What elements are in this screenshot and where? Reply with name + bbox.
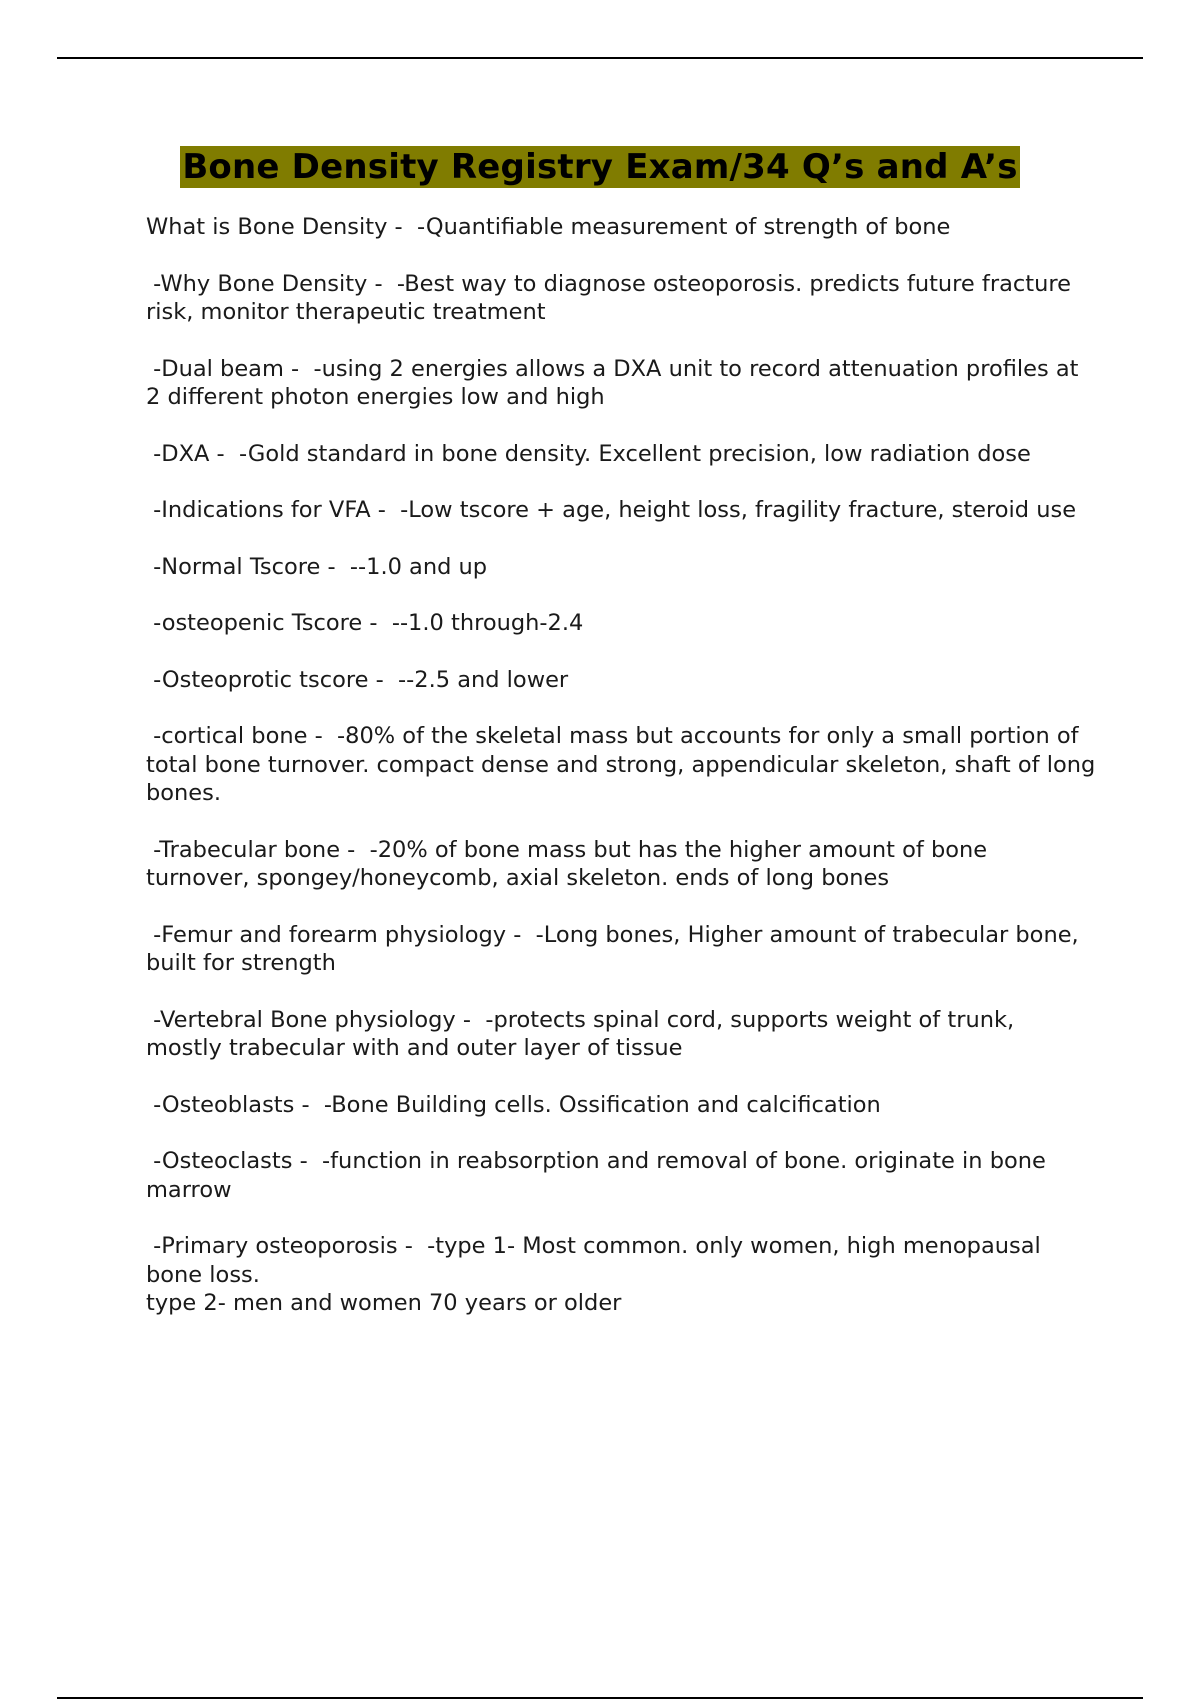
qa-item: -Osteoclasts - -function in reabsorption and removal of bone. originate in bone marrow [146,1148,1054,1203]
qa-item: -Femur and forearm physiology - -Long bones, Higher amount of trabecular bone, built for strength [146,921,1086,976]
qa-item: -Normal Tscore - --1.0 and up [146,553,488,580]
top-rule [57,57,1143,59]
qa-item: -Osteoprotic tscore - --2.5 and lower [146,666,569,693]
qa-item: -Vertebral Bone physiology - -protects spinal cord, supports weight of trunk, mostly trabecular with and outer layer of tissue [146,1006,1022,1061]
qa-item: -Trabecular bone - -20% of bone mass but has the higher amount of bone turnover, spongey/honeycomb, axial skeleton. ends of long bones [146,836,995,891]
qa-item: -Why Bone Density - -Best way to diagnose osteoporosis. predicts future fracture risk, monitor therapeutic treatment [146,270,1079,325]
qa-item: -Primary osteoporosis - -type 1- Most common. only women, high menopausal bone loss. type 2- men and women 70 years or older [146,1233,1041,1316]
qa-item: What is Bone Density - -Quantifiable measurement of strength of bone [146,214,951,240]
qa-item: -DXA - -Gold standard in bone density. Excellent precision, low radiation dose [146,440,1031,467]
qa-list [146,213,1103,1346]
qa-item: -Osteoblasts - -Bone Building cells. Ossification and calcification [146,1091,881,1118]
qa-item: -Dual beam - -using 2 energies allows a DXA unit to record attenuation profiles at 2 different photon energies low and high [146,355,1086,410]
qa-item: -osteopenic Tscore - --1.0 through-2.4 [146,610,584,636]
title-container [0,146,1200,188]
document-title: Bone Density Registry Exam/34 Q’s and A’s [182,147,1018,187]
qa-item: -Indications for VFA - -Low tscore + age, height loss, fragility fracture, steroid use [146,497,1077,523]
bottom-rule [57,1697,1143,1699]
qa-item: -cortical bone - -80% of the skeletal mass but accounts for only a small portion of total bone turnover. compact dense and strong, appendicular skeleton, shaft of long bones. [146,723,1103,806]
